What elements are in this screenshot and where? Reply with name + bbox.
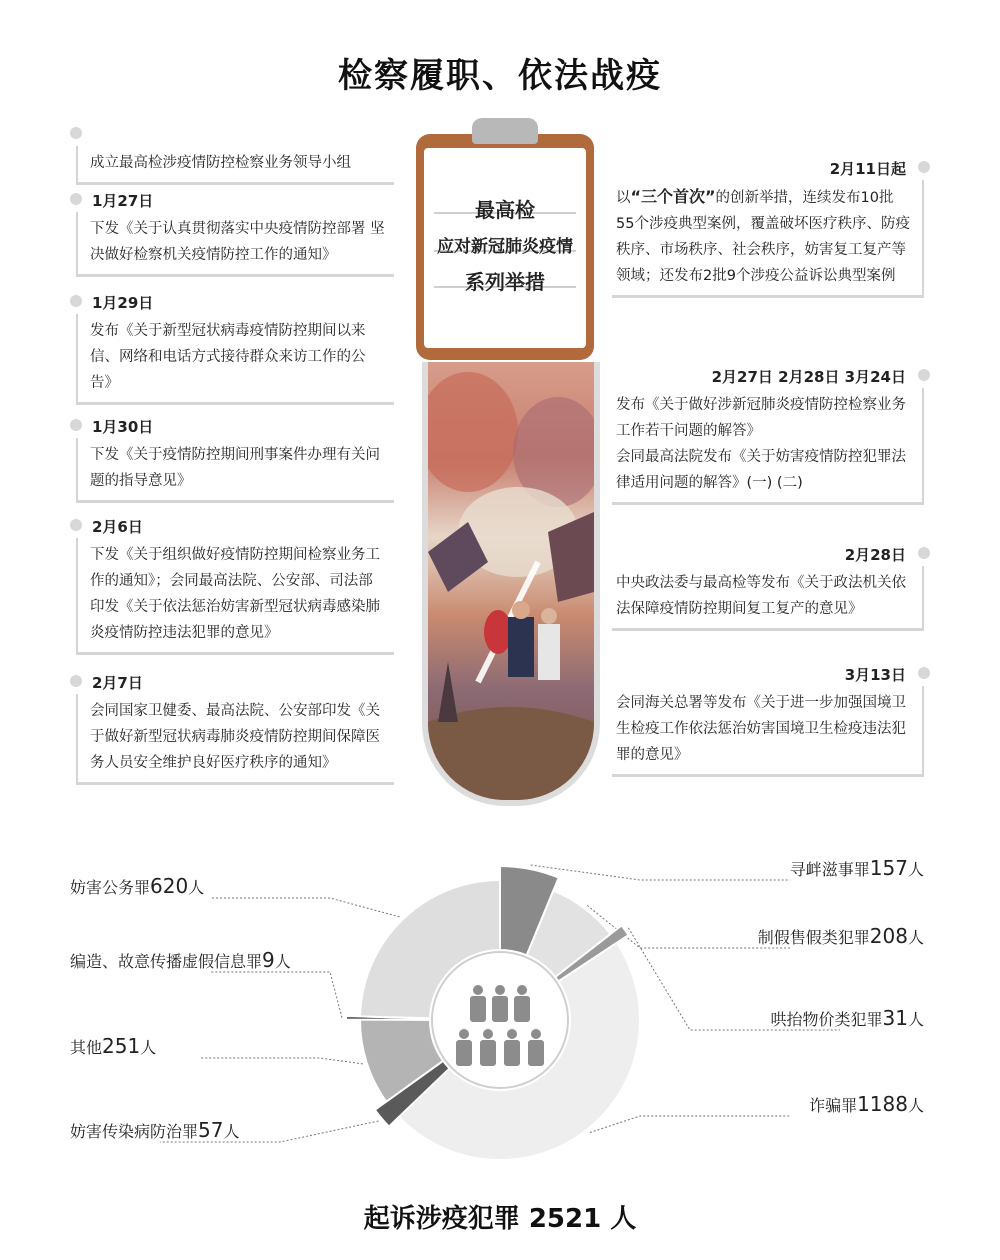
slice-label-name: 其他 [70, 1038, 103, 1057]
slice-label [758, 924, 924, 948]
entry-date: 3月13日 [844, 666, 906, 684]
entry-date [76, 124, 394, 146]
entry-text: 成立最高检涉疫情防控检察业务领导小组 [76, 146, 394, 185]
timeline-dot [70, 127, 82, 139]
entry-date: 2月27日 2月28日 3月24日 [711, 368, 906, 386]
slice-label [70, 948, 291, 972]
entry-text-main: 会同海关总署等发布《关于进一步加强国境卫生检疫工作依法惩治妨害国境卫生检疫违法犯罪的意见》 [616, 695, 906, 763]
slice-label-unit: 人 [907, 928, 924, 947]
slice-label-name: 哄抬物价类犯罪 [770, 1010, 883, 1029]
timeline-dot [70, 419, 82, 431]
entry-text [612, 180, 924, 298]
slice-label-value: 57 [198, 1118, 224, 1142]
slice-label [790, 856, 924, 880]
entry-text [612, 388, 924, 505]
entry-text: 下发《关于组织做好疫情防控期间检察业务工作的通知》；会同最高法院、公安部、司法部印发《关于依法惩治妨害新型冠状病毒感染肺炎疫情防控违法犯罪的意见》 [76, 538, 394, 655]
slice-label-value: 620 [150, 874, 189, 898]
slice-label-value: 1188 [857, 1092, 908, 1116]
timeline-dot [70, 193, 82, 205]
slice-label-unit: 人 [907, 1010, 924, 1029]
entry-text: 下发《关于认真贯彻落实中央疫情防控部署 坚决做好检察机关疫情防控工作的通知》 [76, 212, 394, 277]
entry-text: 下发《关于疫情防控期间刑事案件办理有关问题的指导意见》 [76, 438, 394, 503]
leader-line [531, 865, 790, 880]
left-timeline-entry [76, 672, 394, 785]
clipboard-clip [472, 118, 538, 144]
slice-label-unit: 人 [274, 952, 291, 971]
leader-line [210, 898, 399, 917]
slice-label [809, 1092, 924, 1116]
entry-text-main: 发布《关于做好涉新冠肺炎疫情防控检察业务工作若干问题的解答》 [616, 397, 906, 439]
entry-text [612, 566, 924, 631]
slice-label-name: 编造、故意传播虚假信息罪 [70, 952, 263, 971]
entry-text-main: 中央政法委与最高检等发布《关于政法机关依法保障疫情防控期间复工复产的意见》 [616, 575, 906, 617]
slice-label [70, 1034, 156, 1058]
left-timeline-entry [76, 292, 394, 405]
timeline-dot [918, 667, 930, 679]
leader-line [200, 1058, 363, 1064]
slice-label-name: 妨害传染病防治罪 [70, 1122, 199, 1141]
entry-highlight: “三个首次” [630, 187, 716, 206]
slice-label-unit: 人 [140, 1038, 157, 1057]
timeline-dot [70, 519, 82, 531]
slice-label-value: 157 [869, 856, 908, 880]
slice-label-unit: 人 [188, 878, 205, 897]
right-timeline-entry [612, 366, 924, 505]
slice-label-value: 251 [102, 1034, 141, 1058]
slice-label-value: 31 [882, 1006, 908, 1030]
timeline-dot [70, 675, 82, 687]
left-timeline-entry [76, 190, 394, 277]
entry-date: 2月11日起 [829, 160, 906, 178]
entry-date: 2月28日 [844, 546, 906, 564]
entry-date: 1月29日 [92, 294, 154, 312]
leader-line [210, 972, 342, 1018]
slice-label [771, 1006, 924, 1030]
slice-label [70, 874, 204, 898]
slice-label-unit: 人 [223, 1122, 240, 1141]
board-title-line3: 系列举措 [465, 270, 545, 294]
slice-label-name: 诈骗罪 [809, 1096, 858, 1115]
right-timeline-entry [612, 544, 924, 631]
board-title-line2: 应对新冠肺炎疫情 [437, 237, 573, 257]
timeline-dot [918, 161, 930, 173]
entry-date: 1月30日 [92, 418, 154, 436]
slice-label-name: 制假售假类犯罪 [757, 928, 870, 947]
left-timeline-entry [76, 124, 394, 185]
entry-date: 2月7日 [92, 674, 143, 692]
slice-label [70, 1118, 239, 1142]
slice-label-unit: 人 [907, 860, 924, 879]
entry-text [612, 686, 924, 777]
slice-label-unit: 人 [907, 1096, 924, 1115]
timeline-dot [918, 369, 930, 381]
entry-text-prefix: 以 [616, 190, 631, 206]
leader-line [590, 1116, 790, 1132]
slice-label-value: 9 [262, 948, 275, 972]
timeline-dot [70, 295, 82, 307]
right-timeline-entry [612, 664, 924, 777]
entry-date: 1月27日 [92, 192, 154, 210]
slice-label-name: 寻衅滋事罪 [789, 860, 870, 879]
left-timeline-entry [76, 416, 394, 503]
slice-label-value: 208 [869, 924, 908, 948]
entry-text-second: 会同最高法院发布《关于妨害疫情防控犯罪法律适用问题的解答》(一) (二) [616, 449, 906, 491]
slice-label-name: 妨害公务罪 [70, 878, 151, 897]
right-timeline-entry [612, 158, 924, 298]
chart-title: 起诉涉疫犯罪 2521 人 [363, 1204, 637, 1234]
entry-date: 2月6日 [92, 518, 143, 536]
entry-text: 会同国家卫健委、最高法院、公安部印发《关于做好新型冠状病毒肺炎疫情防控期间保障医务人员安全维护良好医疗秩序的通知》 [76, 694, 394, 785]
entry-text-main: 的创新举措，连续发布10批55个涉疫典型案例，覆盖破坏医疗秩序、防疫秩序、市场秩序、社会秩序，妨害复工复产等领域；还发布2批9个涉疫公益诉讼典型案例 [616, 190, 910, 284]
page-title: 检察履职、依法战疫 [338, 56, 662, 96]
clipboard-tube-illustration [408, 118, 602, 808]
entry-text: 发布《关于新型冠状病毒疫情防控期间以来信、网络和电话方式接待群众来访工作的公告》 [76, 314, 394, 405]
left-timeline-entry [76, 516, 394, 655]
timeline-dot [918, 547, 930, 559]
board-title-line1: 最高检 [475, 198, 535, 222]
hero-illustration [422, 362, 600, 806]
